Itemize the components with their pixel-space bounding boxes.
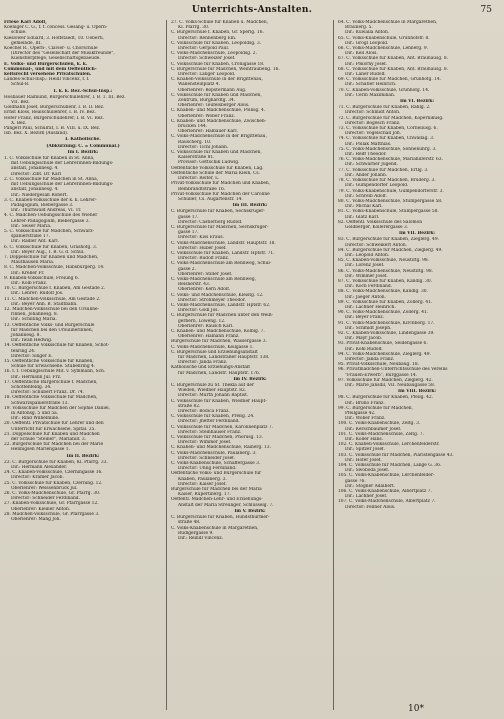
text-line: Dir.: Seiser Maria. [11,223,52,229]
text-line: Dir.: Cerin Maximilian. [345,92,396,98]
text-line: Rauscherg. 10. [178,139,212,145]
text-line: Dir.: Marie Jansdil, VII. Neubaugasse 58. [345,383,436,389]
text-line: 87. C. Volksschule für Knaben, Kandlg. 30. [338,278,433,284]
text-line: Dir.: Grögl Leopold. [345,40,389,46]
text-line: Dir.: Schilling Maria. [11,317,57,323]
text-line: Kieslower Eduard, 3. Hoffstaedt, 10. Ueberti, [4,35,105,41]
text-line: Ernst Kloss, Realschullehrer, I. B. IV. Bez. [4,110,96,116]
text-line: 11. C. Mädchen-Volksschule, Am Gestade 2. [4,296,101,302]
text-line: gerbern, Löweng. 12. [178,318,226,324]
text-line: Director: Huber Josef. [178,245,227,251]
text-line: 14. Oeffentliche Volksschule für Knaben, Schot- [4,343,110,349]
text-line: 12. Mädchen-Volksschule bei den Ursuline- [4,306,100,312]
text-line: C. Knaben-Volksschule in der Brigittenau, [171,77,263,83]
text-line: 19. Volksschule für Mädchen der Sophie Daniel, [4,405,111,411]
text-line: 27. C. Volks-Schule für Knaben u. Mädchen, [171,20,269,25]
text-line: Director: Steinhauser Franz. [178,429,242,435]
text-line: C. Knaben- und Mädchenschule, Kölblg. 7. [171,328,265,334]
text-line: Dir.: Pollak Matthias. [345,141,392,147]
text-line: Dir.: Schmidt Joseph. [345,325,392,331]
text-line: 7. Doppelschule für Knaben und Mädchen, [4,254,99,260]
text-line: C. Volks- und Mädchenschule, Kleistg. 12. [171,292,264,298]
text-line: Dir.: Thurnwald Andreas, VI. Tr. [11,208,82,214]
text-line: Kuenstlerpflege, Gesellschaftsgebaeude. [11,56,101,62]
text-line: anstalt, Johannesg. 4. [11,187,59,193]
text-line: Director: Gödl Jos. [178,308,219,314]
text-line: 18. Oeffentliche Volksschule für Mädchen, [4,395,98,401]
text-line: Oberlehrer: Halbauer Karl. [178,129,238,135]
text-line: Oeffentl. Mädchen-Lehr- und Erziehungs- [171,497,263,503]
text-line: Dir.: Lachner Heinrich. [345,304,396,310]
text-line: 85. C. Knaben-Volksschule, Neustiftg. 98. [338,258,430,264]
text-line: 13. Oeffentliche Volks- und Bürgerschule [4,322,95,328]
text-line: Dir.: Wöber Franz. [345,416,386,422]
text-line: Director: Fellner Alois. [345,504,396,510]
text-line: 81. C. Volks-Knabenschule, Stumpergasse 58. [338,209,439,215]
text-line: Director: Jhetter Ferdinand. [178,419,240,425]
text-line: Privat-Volksschule für Mädchen und Knaben, [171,181,271,187]
text-line: C. Volks-Mädchenschule in der Brigittenau, [171,134,267,140]
text-line: Dir.: Leopold Anton. [345,252,390,258]
text-line: 73. C. Volksschule für Knaben, Corneliusg. 6. [338,126,438,132]
section-heading: Im VII. Bezirk: [398,231,436,237]
text-line: Oberlehrer: Rausch Karl. [178,323,234,329]
text-line: Provisor: Gottschik Ludwig. [178,160,240,166]
text-line: Dir.: Hermann Alexander. [11,465,68,471]
text-line: Dir.: Beyer Ann. B. Stadtbahn. [11,301,78,307]
text-line: Anstalt der Maria Streunger, Schlüsselg. 7. [178,502,274,508]
text-line: 26. C. Volks-Mädchenschule, Gr. Pfarrg. 30. [4,491,101,497]
text-line: Dir.: Schatler Heinrich. [345,82,397,88]
text-line: 96. Privatmädchen-Unterrichtsschule des Vereins [338,367,448,373]
text-line: (Director des "Gesellschaft der Musikfreunde", [11,51,115,57]
text-line: Director: Zibt. Dr. Karl [11,171,62,177]
text-line: Director: Schweikert Anton. [345,242,407,248]
text-line: Dir.: Lachner Josef. [345,494,388,500]
text-line: Zentrum, Burghardtg. 34. [178,98,236,104]
text-line: gasse 17. [178,214,199,220]
text-line: Hosbauer Raimund, Bürgerschullehrer, I. B. 1. III. Bez. [4,94,126,100]
text-line: Director: Uhlig Ferdinand. [178,466,237,472]
text-line: Director: Strohmeyer Theodor. [178,297,246,303]
text-line: Koechel R., Opern-, Clavier- u. Chorschule [4,46,98,52]
printer-signature: 10* [408,704,424,714]
text-line: Kaiserstraße 81. [178,155,215,161]
text-line: Unterricht für Erwachsene, Spital. 25. [11,426,96,432]
text-line: Schuller, Cs. Augartenstr. 14. [178,196,243,202]
text-line: Director: Vogelschall Joh. [345,131,402,137]
section-heading: Im I. Bezirk: [67,149,99,155]
text-line: mit Uebungsschule der Lehrerinnen-Bildungs- [11,161,114,167]
text-line: straße 82. [178,403,201,409]
text-line: 20. Oeffentl. Privatschule für Lehrer und den [4,421,104,427]
text-line: C. Volks-Mädchenschule, Landstr. Hptstr. 62. [171,302,271,308]
text-line: Director: Bodica Franz. [178,409,230,415]
text-line: Goldberger, Kollerergasse 3. [345,224,409,230]
text-line: 3. C. Knaben-Volksschule der k. k. Lehrer- [4,197,97,203]
text-line: C. Volks-Mädchenschule, Landstr. Hauptstr. 18. [171,240,276,246]
text-line: Director: Schmidt Anton. [345,110,401,116]
text-line: Director: Schneider Josef. [178,455,235,461]
text-line: Wallensteinplatz 4. [178,82,220,88]
text-line: Dir.: Michal Karl. [345,204,383,210]
text-line: Dir.: Bruno Franz. [345,400,385,406]
text-line: 2. C. Volksschule für Mädchen in St. Anna, [4,176,99,182]
text-line: 100. C. Volks-Knabenschule, Zeltg. 3. [338,421,421,427]
text-line: Oberlehrer: Bopstermann Aug. [178,87,247,93]
text-line: Director: Janda Franz. [178,360,228,366]
text-line: 66. C. Volks-Mädchenschule, Lehnerg. 9. [338,46,429,52]
text-line: 17. Oeffentliche Bürgerschule f. Mädchen, [4,379,98,385]
text-line: Koeniger C. G., f. f. concess. Gesang- u. Opern- [4,25,108,31]
text-line: E. Volks- und Bürgerschulen, k. k. [4,61,88,67]
text-line: 77. C. Volksschule für Mädchen, Ertlg. 3. [338,167,429,173]
text-line: Rembrandtstraße 16. [178,186,226,192]
text-line: brücken 144. [178,124,208,130]
text-line: 98. C. Bürgerschule für Knaben, Pfeilg. 42. [338,395,434,401]
text-line: 70. C. Knaben-Volksschule, Grünhofg. 14. [338,87,430,93]
text-line: Katholische und Erziehungs-Anstalt [171,365,250,371]
text-line: Dir.: Reindl Vincenz. [178,535,223,541]
text-line: Director: Wimmer Josef. [178,440,232,446]
text-line: 94. C. Volks-Mädchenschule, Zieglerg. 49. [338,351,431,357]
text-line: rinnen, Johannesg. 8. [11,312,59,318]
text-line: Oberlehrer: Teufelsberger Alois. [178,103,250,109]
text-line: C. Bürgerschule für Knaben, Sechskrüger- [171,209,265,215]
text-line: für Mädchen, Landstraßer Hauptstr. 138. [178,355,270,360]
text-line: Oberlehrer: Stiller Josef. [178,271,233,277]
text-line: C. Knaben- und Mädchenschule, Rainerg. 13. [171,445,271,451]
text-line: Bürgerschule für Mädchen bei der Maria [171,487,262,493]
text-line: Director: Langer Leopold. [178,72,236,78]
text-line: 88. C. Volks-Mädchenschule, Kandlg. 30. [338,289,428,295]
text-line: C. Volks-Mädchenschule am Rennweg, Schul- [171,261,272,267]
text-line: Dir.: Schwärner Jugend. [345,162,398,168]
text-line: Oeffentliche Schule der Maria Klein, Cs. [171,170,261,176]
text-line: 80. C. Volks-Mädchenschule, Stumpergasse 58. [338,198,443,204]
text-line: Landes-Schul-Insp.: Heidl Vincenz, f. f. [4,77,90,83]
text-line: Privat-Volksschule für Mädchen der Caroline [171,191,270,197]
text-line: C. Volksschule für Knaben und Mädchen, [171,92,262,98]
text-line: Oberlehrer: Weissenbruck Jul. [11,485,78,491]
text-line: C. Bürgerschule für Mädchen unter den Weiß- [171,313,274,319]
text-line: Dir.: Pokorny Josef. [345,61,388,67]
column-divider [166,20,167,710]
text-line: Kaiser, Rupertinerg. 17. [178,492,231,498]
text-line: tenring 24. [11,348,36,354]
text-line: Reisnerstr. 43. [178,282,211,288]
text-line: Oeffentliche Volks- und Bürgerschule für [171,471,262,477]
text-line: in Antonsg. 5 und 5a. [11,411,59,417]
text-line: gemeinde, III. [11,40,42,46]
text-line: 82. Oeffentl. Volksschule des Salomon [338,219,423,225]
text-line: Dir.: Keil Alois. [345,51,378,57]
text-column-middle [171,20,329,710]
text-line: 92. C. Knaben-Volksschule, Lindengasse 39. [338,330,435,336]
text-line: Oberlehrer: Kern Adolf. [178,287,231,293]
text-line: 86. C. Volks-Mädchenschule, Neustiftg. 98. [338,268,434,274]
text-line: Director: Schweizer Josef. [178,56,236,62]
text-line: Dir.: Reiff Theodor. [345,152,387,158]
text-line: 91. C. Volks-Mädchenschule, Kirchberg. 17. [338,320,435,326]
text-line: C. Volks-Mädchenschule, Leopoldsg. 2. [171,51,257,57]
text-line: 64. C. Volks-Mädchenschule in Margarethen, [338,20,438,25]
text-line: 8. C. Mädchen-Volksschule, Habsburgerg. 14. [4,265,105,271]
text-line: C. Volks-Knabenschule, Schäffergasse 3. [171,461,261,467]
text-line: C. Knaben- und Mädchenschule, Zwischen- [171,118,267,124]
text-line: Director: Bögesch Franz. [345,120,401,126]
text-line: 10. C. Bürgerschule f. Knaben, Am Gestade 2. [4,286,106,292]
text-line: C. Volksschule für Knaben, Leopoldsg. 3. [171,40,262,46]
text-line: Director: Schneider Ferdinand. [11,496,80,502]
text-line: 89. C. Volksschule für Knaben, Zollerg. 41. [338,299,433,305]
text-line: Dir.: Niedergesäß Robert. [11,192,68,198]
section-heading: Im VIII. Bezirk: [397,389,437,395]
text-line: Hennigsen Mariengasse 1. [11,447,70,453]
text-line: 78. C. Volksschule für Mädchen, Brüderg. 3. [338,178,436,184]
text-line: Director: Schubert Franz. Dr. 74. [11,390,85,396]
page-number: 75 [480,5,492,15]
text-line: 21. Doppelschule für Knaben und Mädchen [4,431,100,437]
text-line: C. Knaben- und Mädchenschule, Pollisg. 4. [171,108,266,114]
text-line: C. Volksschule für Knaben, Landstr. Hptstr. 71. [171,250,275,256]
text-line: 23. C. Bürgerschule für Knaben, Kl. Pfarrg. 33. [4,459,108,465]
text-line: 22. Bürgerschule für Mädchen bei der Marie [4,442,104,448]
text-line: Director: Tichl Johann. [178,144,229,150]
text-line: C. Bürgerschule f. Knaben, Gr. Sperlg. 16. [171,30,264,36]
text-line: Director: Janda Franz. [345,357,395,362]
text-line: 76. C. Volks-Mädchenschule, Mariahilferstr. 63. [338,157,443,163]
text-line: 15. Oeffentliche Volksschule für Knaben, [4,359,94,364]
page-header [0,5,504,19]
section-heading: I. k. k. Bez.-Schul-Insp.: [53,88,113,94]
text-line: Director: Gerpold Paul. [178,46,230,52]
text-line: Director: Rennenberg Em. [178,35,237,41]
text-column-left [4,20,162,710]
text-line: anstalt, Johannesg. 4. [11,166,59,172]
text-line: C. Bürgerschule für Mädchen, Sechskrüger- [171,224,269,230]
text-line: Dir.: Kreller Fr. [11,270,45,276]
text-line: 104. C. Volksschule für Mädchen, Lange G. 36. [338,463,442,469]
text-line: C. Volks-Knabenschule in Margarethen, [171,525,259,531]
text-line: 5. C. Volksschule für Mädchen, Schwarz- [4,228,95,234]
text-line: 65. C. Volks-Knabenschule, Grünhofstr. 8. [338,35,430,41]
text-line: gasse 17. [178,230,199,236]
page-title: Unterrichts-Anstalten. [191,5,313,15]
text-line: 102. C. Knaben-Volksschule, Lerchenfelderstr. [338,442,440,448]
text-line: C. Volksschule für Knaben und Mädchen, [171,150,262,156]
text-line: 27. Knaben-Volksschule, Gr. Pfarrgasse 12. [4,501,99,507]
text-line: C. Volksschule für Knaben, Wiedner Haupt- [171,398,267,404]
text-line: 83. C. Bürgerschule für Knaben, Zieglerg. 49. [338,237,439,243]
text-line: Director: Singer E. [11,353,53,359]
text-line: Goldhahn Josef, Bürgerschullehr, I. B. II. Bez. [4,105,105,111]
text-line: VII. Bez. [11,100,30,106]
text-line: Dir.: Jaeger Anton. [345,294,386,300]
text-line: Hofer Franz, Bürgerschullehrer, I. B. VI. Bez. [4,115,104,121]
text-line: Oberlehrer: Mang Joh. [11,517,61,523]
text-line: C. Volksschule für Knaben, Cronigasse 18. [171,61,265,67]
text-line: X. Bez. [11,120,27,126]
text-line: Isb. Bez. X. Bezirk (Ausland). [4,131,69,137]
text-line: 24. C. Knaben-Volksschule, Czerningasse 16. [4,470,103,476]
text-line: Johannesg. 8. [11,332,41,338]
text-line: Director: Kiss Eraus. [178,235,224,241]
text-line: 95. Privat-Volksschule, Neubaug. 18. [338,362,419,368]
text-line: 71. C. Bürgerschule für Knaben, Rahlg. 2. [338,105,431,111]
text-line: C. Bürgerschule für Mädchen, Weintraubeng. 16. [171,66,280,72]
section-heading: Im VI. Bezirk: [399,99,435,105]
text-line: Dir.: Rind Wilhelmine. [11,416,60,422]
text-line: 105. C. Volks-Knabenschule, Lerchenfelder- [338,473,435,479]
text-line: Dir.: Mayr Jacob. [345,336,383,342]
text-line: 28. Mädchen-Volksschule, Gr. Pfarrgasse 3. [4,511,100,517]
text-line: Schwarzspanierstraße 13. [11,400,69,406]
text-line: Dir.: Beyer Aug., I. B. G. d. Schul. [11,249,85,255]
section-heading: I. Katholische. [65,137,101,143]
section-heading: Im II. Bezirk: [66,453,100,459]
text-line: Oeffentliche Volksschule für Knaben, Lag. [171,165,264,171]
text-line: Director: Rudolf Franz. [178,256,230,262]
text-line: Pfeilgasse 42. [345,411,376,417]
text-line: Dir.: Hermann Jul. Frz. [11,374,62,380]
text-line: 9. Knaben-Volksschule, Freiung 6. [4,275,79,281]
text-line: Schottenfeldg. 34. [11,385,52,391]
text-line: C. Bürgerschule und Erziehungsanstalt [171,349,258,355]
text-line: Dir.: Iwan Hedwig. [11,338,53,344]
text-line: mit Uebungsschule der Lehrerinnen-Bildungs- [11,182,114,188]
text-line: Dir.: Kohl Rudolf. [345,346,383,352]
text-line: 72. C. Bürgerschule für Mädchen, Kopernikusg. [338,115,444,121]
text-line: Director: Mürth Johann Baptist. [178,393,249,399]
text-line: Rüdigergasse 9. [178,530,214,536]
text-line: 99. C. Bürgerschule für Mädchen, [338,405,413,411]
text-line: der Schule "Steiner", Mariahilf. 3. [11,437,87,443]
text-line: 25. C. Volksschule für Knaben, Czerning. 12. [4,480,103,486]
text-line: Pangerl Paul, Schulrat, I. B. VIII. u. IX. Bez. [4,126,101,132]
text-line: 106. C. Volks-Knabenschule, Albertplatz 7. [338,489,432,495]
text-line: Bürgerschule für Mädchen, Wassergasse 3. [171,339,267,345]
text-line: C. Volksschule für Mädchen, Karolinenplatz 7. [171,424,273,430]
text-line: 107. C. Volks-Mädchenschule, Albertplatz 7. [338,499,436,505]
text-line: 6. C. Volksschule für Knaben, Grashofg. 3. [4,244,98,250]
text-line: 4. C. Mädchen-Uebungsschule des Wiener [4,213,98,219]
text-line: 74. C. Volksschule für Knaben, Chwallag. 3. [338,136,435,142]
section-heading: Im III. Bezirk: [232,203,268,209]
text-line: 69. C. Volksschule für Mädchen, Grünhofg. 14. [338,77,442,83]
text-line: für Mädchen bei den Ursulinerinnen, [11,327,94,333]
text-line: Dir.: Laner Rudolf. [345,72,386,78]
text-line: Dir.: Swoboda Josef. [345,468,390,474]
text-line: gasse 76. [345,478,366,484]
text-line: 90. C. Volks-Mädchenschule, Zollerg. 41. [338,310,429,316]
text-line: C. Volks-Mädchenschule, Keilgasse 1. [171,344,254,350]
text-line: Director: Castlerberg Rudolf. [178,219,243,225]
text-line: Schul-R. [11,82,30,88]
section-heading: Im IV. Bezirk: [233,376,267,382]
text-line: Dir.: Gumpendorfer Leopold. [345,183,409,189]
text-line: Dir.: Beyer Franz. [345,315,385,321]
text-line: Lehrer-Pädagogium, Biebergasse 3. [11,218,90,224]
text-line: Dir.: Schreib Adolf. [345,193,387,199]
text-line: C. Volks-Mädchenschule, Paulanerg. 3. [171,450,257,456]
text-line: Dir.: Lorenz Josef. [345,263,385,269]
text-line: Friese Karl Adolf, [4,20,47,25]
text-line: 67. C. Volksschule für Knaben, Ant. Brauhausg. 8. [338,56,449,62]
text-line: Knaben, Paulanerg. 3. [178,476,227,482]
text-line: Director: Reiter, L. [178,176,220,182]
text-line: Dir.: Kuwalla Anton. [345,30,390,36]
text-line: Dir.: Spitzer Josef. [345,447,385,453]
text-line: 101. C. Volks-Mädchenschule, Zeltg. 7. [338,431,424,437]
text-line: C. Bürgerschule zu St. Thekla auf der [171,383,255,389]
text-line: C. Volksschule für Knaben, Preßg. 24. [171,414,255,420]
text-line: für Mädchen, Landstr. Hauptstr. 176. [178,370,261,376]
text-line: Dir.: Glatz Karl. [345,214,380,220]
text-line: Dir.: Kolb Franz. [11,280,48,286]
text-line: Pädagogium, Biebergasse 3. [11,202,74,208]
text-line: spanierstraße 17. [11,234,50,240]
text-line: Mauthausen Maria. [11,260,55,266]
text-line: Dir.: Kerschbaumer Josef. [345,426,402,432]
text-line: straße 48. [178,520,201,526]
text-line: Wieden, Wiedner Hauptstr. 82. [178,388,247,394]
text-line: Dir.: Stögner Adalbert. [345,483,396,489]
text-line: Dir.: Koller Hans. [345,437,384,443]
text-line: Dir.: Wimmer Josef. [345,273,388,279]
text-line: Schule für Erwachsene. Stubenring 4. [11,364,96,370]
text-line: Oberlehrer: Wöber Franz. [178,113,236,119]
text-line: 97. Volksschule für Mädchen, Zieglerg. 42. [338,377,433,383]
text-line: "Frauen-Erwerb", Burggasse 14. [345,372,417,378]
text-line: 93. Privat-Knabenschule, Seidengasse 6. [338,341,428,347]
text-line: 75. C. Volks-Mädchenschule, Sonnenuhrg. 3. [338,146,437,152]
text-line: 68. C. Volksschule für Knaben, Ant. Brauhausg. 8. [338,66,449,72]
text-line: Oberlehrer: Hamann Franz. [178,334,240,340]
text-line: Dir.: Hofer Josef. [345,457,382,463]
text-line: Communal-, und mit dem Oeffentlich- [4,66,97,72]
text-line: 79. C. Volks-Knabenschule, Gumpendorferstr. 3. [338,188,444,194]
text-line: 16. f. f. Uebungsschule Mit. v. Symmann, Sch. [4,369,106,375]
section-heading: Im V. Bezirk: [234,508,266,514]
text-line: C. Volksschule für Mädchen, Phorusg. 13. [171,435,264,441]
section-heading: (Abkürzung: C. = Communal.) [46,143,120,149]
text-line: 1. C. Volksschule für Knaben in St. Anna, [4,156,95,162]
text-line: keitsrecht versehene Privatschulen. [4,72,92,78]
text-line: gasse 2. [178,266,196,272]
text-line: Dir.: Radler Ant. Karl. [11,239,59,245]
text-line: C. Bürgerschule für Knaben, Hundsthurmer- [171,515,270,521]
column-divider [333,20,334,710]
text-line: 103. C. Volksschule für Mädchen, Piaristengasse 43. [338,452,454,458]
text-line: 84. C. Bürgerschule für Mädchen, Zieglerg. 49. [338,247,443,253]
text-line: Director: Kaiser Josef. [178,481,227,487]
text-line: Dir.: Ander Johann. [345,172,388,178]
text-line: Oberlehrer: Kleiner Anton. [11,506,71,512]
text-column-right [338,20,496,710]
text-line: Dir.: Koch Ferdinand. [345,284,392,290]
text-line: Director: Kramer Jacob. [11,475,64,481]
text-line: C. Volks-Mädchenschule am Rennweg, [171,276,256,282]
text-line: Kl. Pfarrg. 30. [178,25,210,31]
text-line: Bräunerg. 5. [345,25,373,31]
text-line: schule. [11,30,27,36]
text-line: Dir.: Lehrer: Rudolf Jos. [11,291,64,297]
